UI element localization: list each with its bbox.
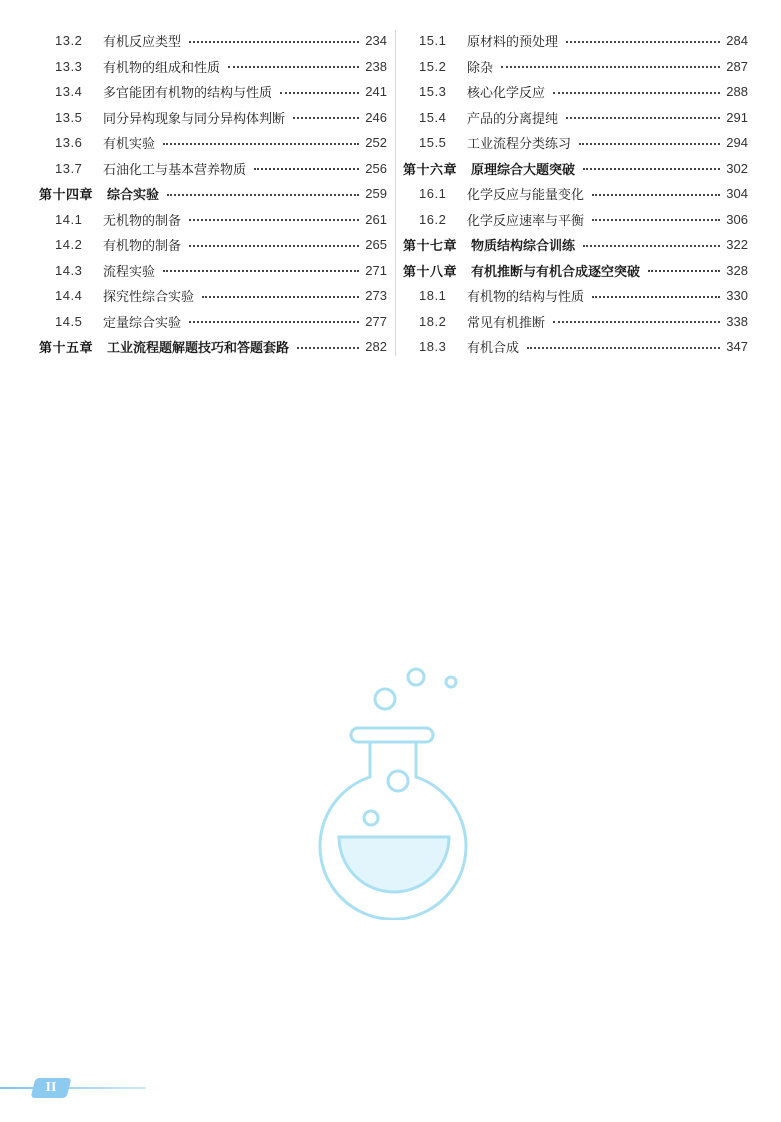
entry-number: 13.5 (55, 109, 83, 125)
footer-rule (0, 1087, 146, 1089)
toc-section-entry[interactable] (403, 309, 748, 335)
toc-section-entry[interactable] (39, 28, 387, 54)
entry-title: 化学反应速率与平衡 (467, 213, 585, 229)
entry-title: 除杂 (467, 60, 494, 76)
entry-number: 18.2 (419, 313, 447, 329)
dot-leader (189, 41, 359, 43)
entry-title: 有机实验 (103, 137, 156, 153)
dot-leader (254, 168, 359, 170)
entry-page-number: 288 (726, 84, 748, 100)
toc-section-entry[interactable] (403, 79, 748, 105)
flask-icon (310, 665, 478, 920)
toc-section-entry[interactable] (39, 130, 387, 156)
entry-number: 13.4 (55, 84, 83, 100)
entry-page-number: 246 (365, 109, 387, 125)
toc-section-entry[interactable] (39, 79, 387, 105)
entry-number: 14.1 (55, 211, 83, 227)
entry-number: 15.4 (419, 109, 447, 125)
dot-leader (297, 347, 359, 349)
dot-leader (189, 219, 359, 221)
toc-section-entry[interactable] (39, 156, 387, 182)
entry-page-number: 287 (726, 58, 748, 74)
toc-section-entry[interactable] (403, 207, 748, 233)
entry-page-number: 338 (726, 313, 748, 329)
entry-page-number: 284 (726, 33, 748, 49)
entry-number: 第十八章 (403, 264, 458, 280)
entry-page-number: 256 (365, 160, 387, 176)
entry-number: 15.5 (419, 135, 447, 151)
entry-page-number: 259 (365, 186, 387, 202)
dot-leader (648, 270, 720, 272)
entry-number: 14.4 (55, 288, 83, 304)
column-divider (395, 30, 396, 356)
toc-chapter-entry[interactable] (39, 334, 387, 360)
toc-section-entry[interactable] (403, 28, 748, 54)
entry-number: 14.2 (55, 237, 83, 253)
dot-leader (189, 321, 359, 323)
entry-number: 18.1 (419, 288, 447, 304)
toc-chapter-entry[interactable] (39, 181, 387, 207)
dot-leader (163, 143, 359, 145)
entry-title: 有机合成 (467, 341, 520, 357)
entry-title: 产品的分离提纯 (467, 111, 559, 127)
dot-leader (566, 117, 720, 119)
entry-title: 物质结构综合训练 (471, 239, 576, 255)
entry-number: 16.1 (419, 186, 447, 202)
entry-title: 原材料的预处理 (467, 35, 559, 51)
entry-page-number: 304 (726, 186, 748, 202)
toc-section-entry[interactable] (403, 334, 748, 360)
toc-chapter-entry[interactable] (403, 156, 748, 182)
entry-title: 工业流程题解题技巧和答题套路 (107, 341, 290, 357)
entry-title: 有机物的结构与性质 (467, 290, 585, 306)
entry-title: 核心化学反应 (467, 86, 546, 102)
dot-leader (189, 245, 359, 247)
dot-leader (592, 219, 720, 221)
toc-left-column (39, 28, 387, 360)
dot-leader (553, 92, 720, 94)
entry-title: 多官能团有机物的结构与性质 (103, 86, 273, 102)
entry-number: 14.3 (55, 262, 83, 278)
dot-leader (501, 66, 720, 68)
entry-title: 化学反应与能量变化 (467, 188, 585, 204)
entry-title: 有机推断与有机合成逐空突破 (471, 264, 641, 280)
entry-title: 无机物的制备 (103, 213, 182, 229)
entry-title: 有机反应类型 (103, 35, 182, 51)
entry-title: 有机物的制备 (103, 239, 182, 255)
entry-title: 工业流程分类练习 (467, 137, 572, 153)
dot-leader (583, 245, 720, 247)
entry-title: 探究性综合实验 (103, 290, 195, 306)
dot-leader (566, 41, 720, 43)
dot-leader (228, 66, 359, 68)
dot-leader (293, 117, 359, 119)
entry-page-number: 277 (365, 313, 387, 329)
entry-page-number: 252 (365, 135, 387, 151)
entry-title: 定量综合实验 (103, 315, 182, 331)
entry-number: 16.2 (419, 211, 447, 227)
dot-leader (579, 143, 720, 145)
entry-page-number: 306 (726, 211, 748, 227)
entry-page-number: 234 (365, 33, 387, 49)
dot-leader (583, 168, 720, 170)
entry-title: 常见有机推断 (467, 315, 546, 331)
toc-section-entry[interactable] (39, 207, 387, 233)
entry-number: 13.3 (55, 58, 83, 74)
entry-page-number: 328 (726, 262, 748, 278)
entry-number: 13.7 (55, 160, 83, 176)
dot-leader (592, 194, 720, 196)
entry-number: 15.1 (419, 33, 447, 49)
toc-section-entry[interactable] (403, 181, 748, 207)
dot-leader (163, 270, 359, 272)
entry-number: 第十七章 (403, 239, 458, 255)
toc-section-entry[interactable] (403, 54, 748, 80)
entry-page-number: 265 (365, 237, 387, 253)
entry-page-number: 241 (365, 84, 387, 100)
dot-leader (202, 296, 359, 298)
page-number: II (45, 1080, 57, 1095)
dot-leader (167, 194, 359, 196)
entry-page-number: 294 (726, 135, 748, 151)
toc-section-entry[interactable] (39, 232, 387, 258)
entry-number: 15.3 (419, 84, 447, 100)
toc-chapter-entry[interactable] (403, 258, 748, 284)
dot-leader (280, 92, 359, 94)
dot-leader (592, 296, 720, 298)
toc-chapter-entry[interactable] (403, 232, 748, 258)
entry-page-number: 238 (365, 58, 387, 74)
entry-page-number: 322 (726, 237, 748, 253)
toc-section-entry[interactable] (39, 283, 387, 309)
entry-title: 同分异构现象与同分异构体判断 (103, 111, 286, 127)
entry-number: 14.5 (55, 313, 83, 329)
entry-page-number: 273 (365, 288, 387, 304)
dot-leader (553, 321, 720, 323)
entry-number: 15.2 (419, 58, 447, 74)
entry-page-number: 347 (726, 339, 748, 355)
toc-right-column (403, 28, 748, 360)
entry-number: 18.3 (419, 339, 447, 355)
toc-section-entry[interactable] (403, 130, 748, 156)
toc-section-entry[interactable] (39, 258, 387, 284)
entry-title: 综合实验 (107, 188, 160, 204)
dot-leader (527, 347, 720, 349)
entry-number: 13.2 (55, 33, 83, 49)
entry-number: 第十四章 (39, 188, 94, 204)
entry-number: 13.6 (55, 135, 83, 151)
entry-number: 第十五章 (39, 341, 94, 357)
entry-page-number: 302 (726, 160, 748, 176)
toc-section-entry[interactable] (403, 105, 748, 131)
entry-page-number: 282 (365, 339, 387, 355)
entry-title: 原理综合大题突破 (471, 162, 576, 178)
toc-section-entry[interactable] (403, 283, 748, 309)
entry-page-number: 291 (726, 109, 748, 125)
entry-page-number: 330 (726, 288, 748, 304)
entry-title: 流程实验 (103, 264, 156, 280)
entry-number: 第十六章 (403, 162, 458, 178)
toc-section-entry[interactable] (39, 105, 387, 131)
entry-page-number: 261 (365, 211, 387, 227)
entry-page-number: 271 (365, 262, 387, 278)
entry-title: 石油化工与基本营养物质 (103, 162, 247, 178)
toc-section-entry[interactable] (39, 54, 387, 80)
entry-title: 有机物的组成和性质 (103, 60, 221, 76)
toc-section-entry[interactable] (39, 309, 387, 335)
